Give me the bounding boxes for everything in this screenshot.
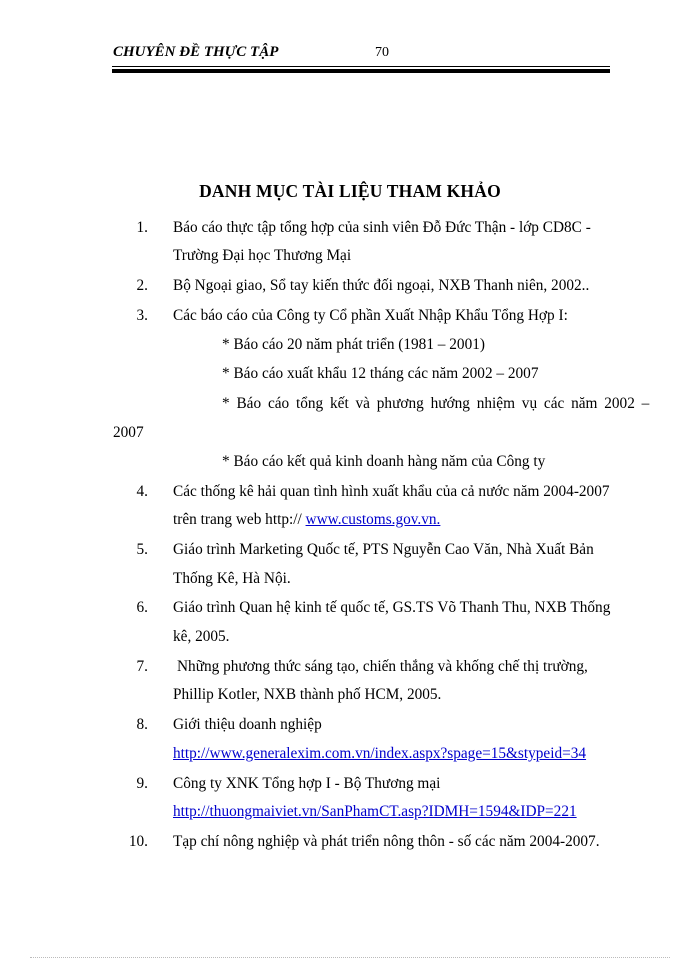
reference-number: 8. xyxy=(136,716,148,733)
reference-text: Công ty XNK Tổng hợp I - Bộ Thương mại xyxy=(173,775,441,792)
reference-text: Giới thiệu doanh nghiệp xyxy=(173,716,322,733)
reference-link[interactable]: http://www.generalexim.com.vn/index.aspx?spage=15&stypeid=34 xyxy=(173,745,587,762)
reference-text: Giáo trình Quan hệ kinh tế quốc tế, GS.TS Võ Thanh Thu, NXB Thống xyxy=(173,599,611,616)
reference-text: Bộ Ngoại giao, Sổ tay kiến thức đối ngoại, NXB Thanh niên, 2002.. xyxy=(173,277,590,294)
reference-sub-item: * Báo cáo xuất khẩu 12 tháng các năm 2002 – 2007 xyxy=(222,365,539,382)
reference-sub-item: * Báo cáo 20 năm phát triển (1981 – 2001) xyxy=(222,336,485,353)
reference-text: Phillip Kotler, NXB thành phố HCM, 2005. xyxy=(173,686,442,703)
reference-text: Các thống kê hải quan tình hình xuất khẩu của cả nước năm 2004-2007 xyxy=(173,483,610,500)
reference-link[interactable]: http://thuongmaiviet.vn/SanPhamCT.asp?IDMH=1594&IDP=221 xyxy=(173,803,577,820)
page-number: 70 xyxy=(375,45,389,60)
reference-number: 4. xyxy=(136,483,148,500)
reference-sub-item: * Báo cáo tổng kết và phương hướng nhiệm vụ các năm 2002 – xyxy=(222,395,650,412)
reference-text xyxy=(173,511,440,529)
reference-number: 10. xyxy=(128,833,148,850)
document-title: DANH MỤC TÀI LIỆU THAM KHẢO xyxy=(199,181,501,201)
reference-sub-item: * Báo cáo kết quả kinh doanh hàng năm của Công ty xyxy=(222,453,546,470)
reference-number: 2. xyxy=(136,277,148,294)
reference-text: kê, 2005. xyxy=(173,628,230,645)
reference-text: Các báo cáo của Công ty Cổ phần Xuất Nhập Khẩu Tổng Hợp I: xyxy=(173,307,568,324)
reference-text: Giáo trình Marketing Quốc tế, PTS Nguyễn Cao Văn, Nhà Xuất Bản xyxy=(173,541,594,558)
reference-number: 3. xyxy=(136,307,148,324)
header-rule-thick xyxy=(112,69,610,73)
reference-sub-item-continuation: 2007 xyxy=(113,424,144,441)
reference-link-prefix: trên trang web http:// xyxy=(173,511,306,528)
reference-text: Thống Kê, Hà Nội. xyxy=(173,570,291,587)
reference-text: Những phương thức sáng tạo, chiến thắng và khống chế thị trường, xyxy=(177,658,588,675)
reference-text: Báo cáo thực tập tổng hợp của sinh viên Đỗ Đức Thận - lớp CD8C - xyxy=(173,219,591,236)
reference-text xyxy=(173,745,586,763)
reference-number: 1. xyxy=(136,219,148,236)
reference-number: 9. xyxy=(136,775,148,792)
header-rule-thin xyxy=(112,66,610,67)
header-title: CHUYÊN ĐỀ THỰC TẬP xyxy=(113,44,279,60)
reference-number: 6. xyxy=(136,599,148,616)
reference-number: 7. xyxy=(136,658,148,675)
reference-text: Tạp chí nông nghiệp và phát triển nông thôn - số các năm 2004-2007. xyxy=(173,833,600,850)
reference-number: 5. xyxy=(136,541,148,558)
reference-text: Trường Đại học Thương Mại xyxy=(173,247,352,264)
reference-text xyxy=(173,803,577,821)
page-bottom-border xyxy=(30,957,670,958)
reference-link[interactable]: www.customs.gov.vn. xyxy=(305,511,441,528)
